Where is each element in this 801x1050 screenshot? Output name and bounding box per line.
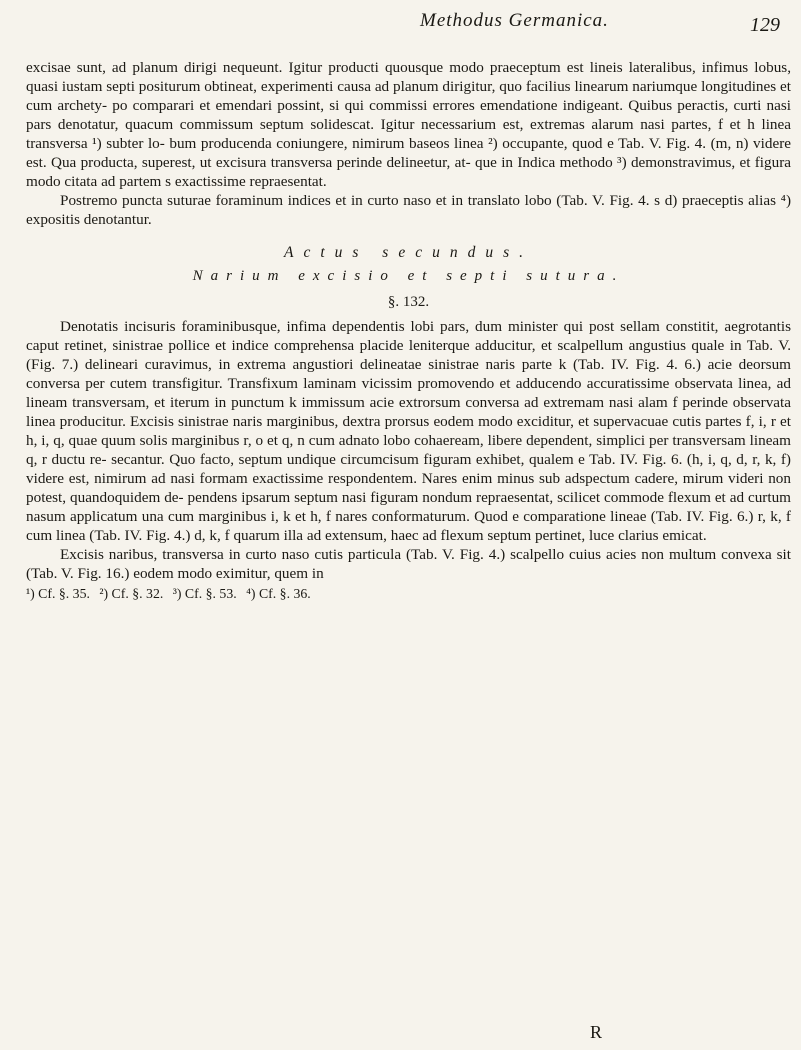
footnote: ¹) Cf. §. 35. bbox=[26, 586, 90, 602]
running-title: Methodus Germanica. bbox=[420, 10, 609, 31]
section-number: §. 132. bbox=[387, 293, 430, 310]
signature-mark: R bbox=[590, 1022, 603, 1042]
page-body bbox=[26, 58, 791, 603]
footnote: ²) Cf. §. 32. bbox=[99, 586, 164, 602]
act-heading: Actus secundus. bbox=[283, 244, 533, 262]
act-subheading: Narium excisio et septi sutura. bbox=[192, 268, 625, 285]
footnote: ³) Cf. §. 53. bbox=[172, 586, 237, 602]
page-number: 129 bbox=[750, 14, 780, 36]
paragraph: Excisis naribus, transversa in curto naso cutis particula (Tab. V. Fig. 4.) scalpello cuius acies non multum convexa sit (Tab. V. Fig. 16.) eodem modo eximitur, quem in bbox=[26, 546, 791, 583]
footnotes bbox=[26, 585, 791, 603]
footnote: ⁴) Cf. §. 36. bbox=[246, 586, 311, 602]
paragraph: excisae sunt, ad planum dirigi nequeunt. Igitur producti quousque modo praeceptum est lineis lateralibus, infimus lobus, quasi iustam septi positurum obtineat, experimenti causa ad planum dirigitur, quo facilius linearum nariumque longitudines et cum archety- po comparari et emendari possint, si qui commissi errores emendatione indigeant. Quibus peractis, curti nasi pars denotatur, quacum commissum septum solidescat. Igitur necessarium est, extremas alarum nasi partes, f et h linea transversa ¹) subter lo- bum producenda coniungere, nimirum baseos linea ²) occupante, quod e Tab. V. Fig. 4. (m, n) videre est. Qua producta, superest, ut excisura transversa perinde delineetur, at- que in Indica methodo ³) demonstravimus, et figura modo citata ad partem s exactissime repraesentat. bbox=[26, 59, 791, 191]
paragraph: Denotatis incisuris foraminibusque, infima dependentis lobi pars, dum minister qui post sellam constitit, aegrotantis caput retinet, sinistrae pollice et indice comprehensa placide leniterque adducitur, et scalpellum angustius quale in Tab. V. (Fig. 7.) delineari curavimus, in extrema angustiori delineatae sinistrae naris parte k (Tab. IV. Fig. 4. 6.) acie deorsum conversa per cutem transfigitur. Transfixum laminam vicissim promovendo et adducendo accuratissime observata linea, ad lineam transversam, et iterum in punctum k immissum acie extrorsum conversa ad extremam nasi alam f perinde observata linea producitur. Excisis sinistrae naris marginibus, dextra prorsus eodem modo exciditur, et supervacuae cutis partes f, i, r et h, i, q, quae quum solis marginibus r, o et q, n cum adnato lobo cohaeream, libere dependent, simplici per transversam lineam q, r ductu re- secantur. Quo facto, septum undique circumcisum figuram exhibet, qualem e Tab. IV. Fig. 6. (h, i, q, d, r, k, f) videre est, nimirum ad nasi formam exactissime respondentem. Nares enim minus sub adspectum cadere, mirum videri non potest, quandoquidem de- pendens ipsarum septum nasi figuram nondum repraesentat, scilicet commode flexum et ad curtum nasum applicatum una cum marginibus i, k et h, f nares conformaturum. Quod e comparatione lineae (Tab. IV. Fig. 6.) r, k, f cum linea (Tab. IV. Fig. 4.) d, k, f quarum illa ad extensum, haec ad flexum septum pertinet, luce clarius emicat. bbox=[26, 317, 791, 545]
page-header bbox=[0, 4, 801, 38]
paragraph: Postremo puncta suturae foraminum indices et in curto naso et in translato lobo (Tab. V. Fig. 4. s d) praeceptis alias ⁴) expositis denotantur. bbox=[26, 192, 791, 229]
